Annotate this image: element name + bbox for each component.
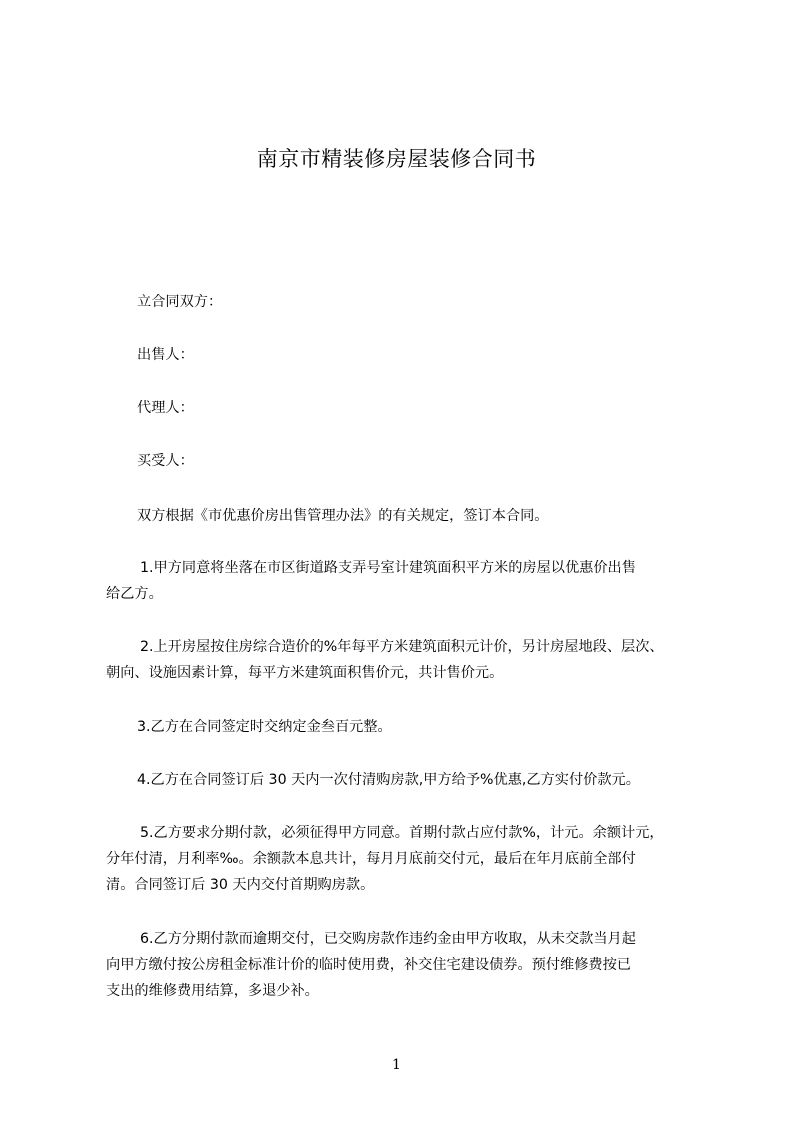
clause-line: 向甲方缴付按公房租金标准计价的临时使用费，补交住宅建设债券。预付维修费按已 — [106, 957, 631, 973]
preamble: 双方根据《市优惠价房出售管理办法》的有关规定，签订本合同。 — [137, 508, 549, 524]
agent-label: 代理人： — [137, 400, 194, 416]
clause-line: 支出的维修费用结算，多退少补。 — [106, 983, 319, 999]
clause-line: 5.乙方要求分期付款，必须征得甲方同意。首期付款占应付款%，计元。余额计元， — [140, 825, 664, 841]
clause-line: 3.乙方在合同签定时交纳定金叁百元整。 — [137, 719, 392, 735]
clause-line: 朝向、设施因素计算，每平方米建筑面积售价元，共计售价元。 — [106, 665, 504, 681]
page-number: 1 — [392, 1057, 401, 1073]
clause-line: 1.甲方同意将坐落在市区街道路支弄号室计建筑面积平方米的房屋以优惠价出售 — [140, 560, 636, 576]
buyer-label: 买受人： — [137, 453, 194, 469]
seller-label: 出售人： — [137, 347, 194, 363]
clause-line: 6.乙方分期付款而逾期交付，已交购房款作违约金由甲方收取，从未交款当月起 — [140, 931, 636, 947]
clause-line: 清。合同签订后 30 天内交付首期购房款。 — [106, 877, 375, 893]
clause-line: 4.乙方在合同签订后 30 天内一次付清购房款,甲方给予%优惠,乙方实付价款元。 — [137, 772, 640, 788]
parties-intro: 立合同双方： — [137, 294, 223, 310]
clause-line: 2.上开房屋按住房综合造价的%年每平方米建筑面积元计价，另计房屋地段、层次、 — [140, 639, 664, 655]
clause-line: 给乙方。 — [106, 586, 163, 602]
document-title: 南京市精装修房屋装修合同书 — [256, 147, 537, 171]
clause-line: 分年付清，月利率‰。余额款本息共计，每月月底前交付元，最后在年月底前全部付 — [106, 851, 636, 867]
